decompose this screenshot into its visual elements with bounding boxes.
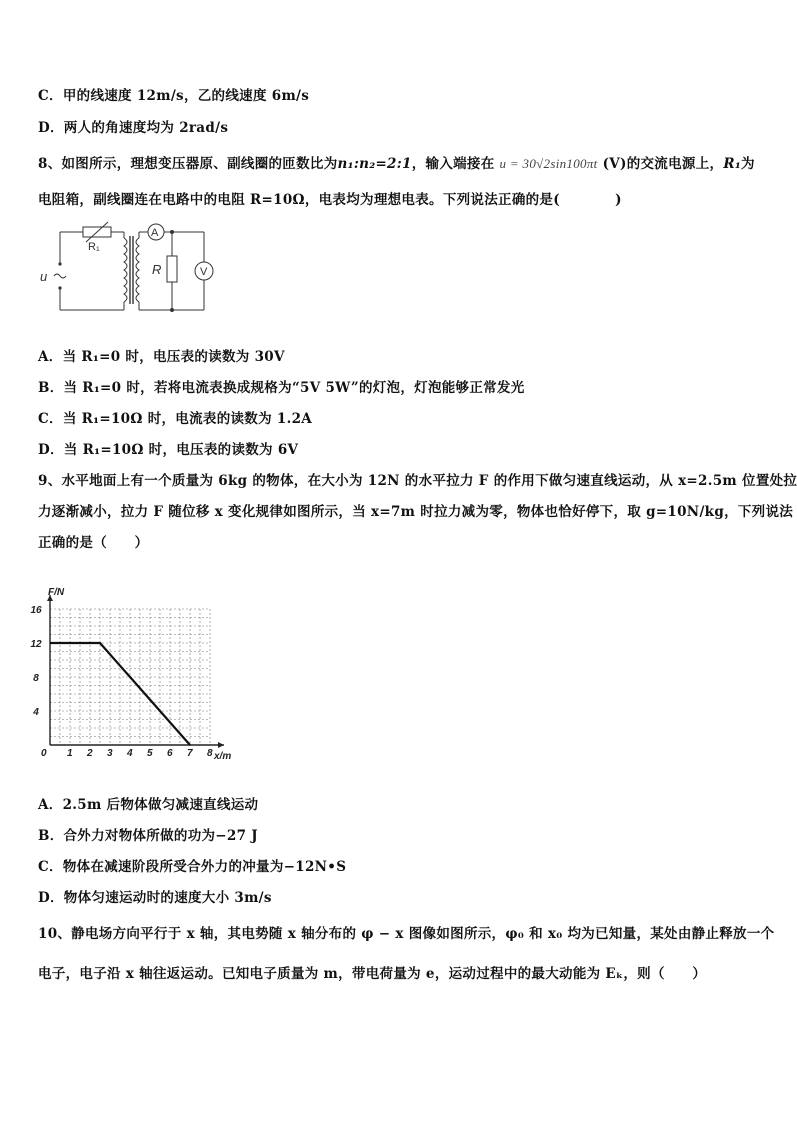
x-tick-label: 4 xyxy=(127,748,133,759)
q8-ratio: n₁:n₂=2:1 xyxy=(337,156,412,172)
q8-stem-part3: (V)的交流电源上， xyxy=(602,156,724,172)
x-tick-label: 7 xyxy=(187,748,193,759)
q8-option-a: A．当 R₁=0 时，电压表的读数为 30V xyxy=(38,349,285,365)
q9-option-d: D．物体匀速运动时的速度大小 3m/s xyxy=(38,890,272,906)
q7-option-c: C．甲的线速度 12m/s，乙的线速度 6m/s xyxy=(38,88,310,104)
y-axis-label: F/N xyxy=(48,587,65,598)
q9-option-c: C．物体在减速阶段所受合外力的冲量为−12N•S xyxy=(38,859,347,875)
x-tick-label: 6 xyxy=(167,748,173,759)
x-tick-label: 1 xyxy=(67,748,73,759)
q10-stem-line1: 10、静电场方向平行于 x 轴，其电势随 x 轴分布的 φ − x 图像如图所示，φ₀ 和 x₀ 均为已知量，某处由静止释放一个 xyxy=(38,926,775,942)
transformer-circuit-diagram xyxy=(38,218,223,318)
q8-stem-part1: 8、如图所示，理想变压器原、副线圈的匝数比为 xyxy=(38,156,338,172)
x-tick-label: 2 xyxy=(87,748,93,759)
voltmeter-label: V xyxy=(200,266,208,278)
x-tick-label: 5 xyxy=(147,748,153,759)
x-tick-label: 3 xyxy=(107,748,113,759)
circuit-label-u: u xyxy=(40,269,48,284)
q7-option-d: D．两人的角速度均为 2rad/s xyxy=(38,120,229,136)
q9-stem-line2: 力逐渐减小，拉力 F 随位移 x 变化规律如图所示，当 x=7m 时拉力减为零，物体也恰好停下，取 g=10N/kg，下列说法 xyxy=(38,504,794,520)
q10-stem-line2: 电子，电子沿 x 轴往返运动。已知电子质量为 m，带电荷量为 e，运动过程中的最大动能为 Eₖ，则（ ） xyxy=(38,966,707,982)
y-tick-label: 8 xyxy=(33,673,39,684)
circuit-label-r: R xyxy=(152,262,162,277)
y-tick-label: 16 xyxy=(30,605,42,616)
q8-stem-part4: 为 xyxy=(741,156,755,172)
q9-option-b: B．合外力对物体所做的功为−27 J xyxy=(38,828,258,844)
x-axis-label: x/m xyxy=(214,751,232,762)
x-tick-label: 0 xyxy=(41,748,47,759)
x-axis-arrow xyxy=(218,742,224,748)
q8-option-c: C．当 R₁=10Ω 时，电流表的读数为 1.2A xyxy=(38,411,313,427)
q9-stem-line1: 9、水平地面上有一个质量为 6kg 的物体，在大小为 12N 的水平拉力 F 的作用下做匀速直线运动，从 x=2.5m 位置处拉 xyxy=(38,473,797,489)
q8-r1-label: R₁ xyxy=(723,156,742,172)
circuit-label-r1: R₁ xyxy=(88,241,100,253)
q8-stem-part2: ，输入端接在 xyxy=(411,156,495,172)
q9-stem-line3: 正确的是（ ） xyxy=(38,535,149,551)
y-tick-label: 12 xyxy=(30,639,42,650)
q8-stem-line2: 电阻箱，副线圈连在电路中的电阻 R=10Ω，电表均为理想电表。下列说法正确的是( ) xyxy=(38,192,622,208)
x-tick-label: 8 xyxy=(207,748,213,759)
q8-stem-line1 xyxy=(38,152,755,172)
q8-option-b: B．当 R₁=0 时，若将电流表换成规格为“5V 5W”的灯泡，灯泡能够正常发光 xyxy=(38,380,525,396)
q8-option-d: D．当 R₁=10Ω 时，电压表的读数为 6V xyxy=(38,442,299,458)
ammeter-label: A xyxy=(151,227,159,239)
q8-formula: u = 30√2sin100πt xyxy=(499,156,598,171)
y-tick-label: 4 xyxy=(33,707,39,718)
force-displacement-graph xyxy=(30,572,232,762)
q9-option-a: A．2.5m 后物体做匀减速直线运动 xyxy=(38,797,259,813)
